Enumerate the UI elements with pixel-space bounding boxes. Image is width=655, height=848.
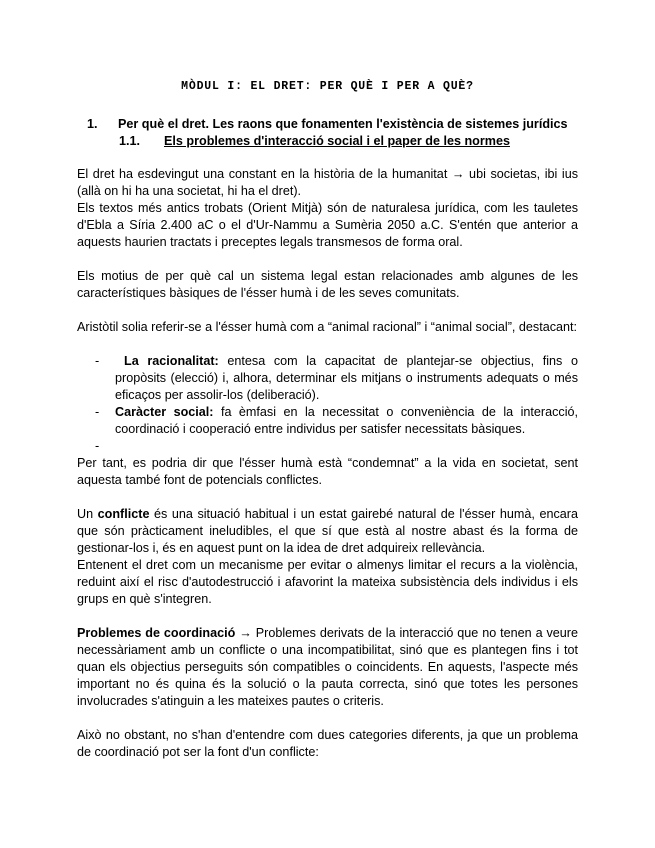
paragraph-however: Això no obstant, no s'han d'entendre com dues categories diferents, ja que un problema de coordinació pot ser la font d'un conflicte: <box>77 728 578 759</box>
list-item <box>77 438 578 455</box>
list-dash: - <box>95 354 100 368</box>
paragraph-aristotle: Aristòtil solia referir-se a l'ésser humà com a “animal racional” i “animal social”, destacant: <box>77 320 578 334</box>
list-item-term: Caràcter social: <box>115 405 214 419</box>
section-number: 1. <box>87 117 98 131</box>
list-item-text: entesa com la capacitat de plantejar-se objectius, fins o propòsits (elecció) i, alhora, determinar els mitjans o instruments adequats o més eficaços per assolir-los (deliberació). <box>115 354 579 402</box>
list-dash: - <box>95 405 100 419</box>
list-dash: - <box>95 439 100 453</box>
conflict-text: és una situació habitual i un estat gairebé natural de l'ésser humà, encara que són pràcticament ineludibles, el que sí que està al nostre abast és la forma de gestionar-los i, és en aquest punt on la idea de dret adquireix rellevància. <box>77 507 578 555</box>
subsection-heading <box>119 133 510 150</box>
list-item <box>77 404 578 438</box>
conflict-term: conflicte <box>97 507 150 521</box>
paragraph-ubi-societas: El dret ha esdevingut una constant en la història de la humanitat → ubi societas, ibi ius (allà on hi ha una societat, hi ha el dret). <box>77 167 578 198</box>
paragraph-law-mechanism: Entenent el dret com un mecanisme per evitar o almenys limitar el recurs a la violència, reduint així el risc d'autodestrucció i afavorint la mateixa subsistència dels individus i els grups en què s'integren. <box>77 558 578 606</box>
subsection-heading-text: Els problemes d'interacció social i el paper de les normes <box>164 134 510 148</box>
subsection-number: 1.1. <box>119 134 141 148</box>
paragraph-condemned-society: Per tant, es podria dir que l'ésser humà està “condemnat” a la vida en societat, sent aquesta també font de potencials conflictes. <box>77 456 578 487</box>
paragraph-coordination-problems <box>77 625 578 710</box>
coordination-term: Problemes de coordinació <box>77 626 236 640</box>
paragraph-conflict <box>77 506 578 557</box>
conflict-pre: Un <box>77 507 98 521</box>
paragraph-legal-system-reasons: Els motius de per què cal un sistema legal estan relacionades amb algunes de les característiques bàsiques de l'ésser humà i de les seves comunitats. <box>77 269 578 300</box>
list-item-text: fa èmfasi en la necessitat o conveniència de la interacció, coordinació i cooperació entre individus per satisfer necessitats bàsiques. <box>115 405 578 436</box>
paragraph-oldest-texts: Els textos més antics trobats (Orient Mitjà) són de naturalesa jurídica, com les tauletes d'Ebla a Síria 2.400 aC o el d'Ur-Nammu a Sumèria 2050 a.C. S'entén que anterior a aquests haurien tractats i preceptes legals transmesos de forma oral. <box>77 201 578 249</box>
characteristics-list <box>77 353 578 455</box>
list-item-term: La racionalitat: <box>124 354 219 368</box>
coordination-text: → Problemes derivats de la interacció que no tenen a veure necessàriament amb un conflicte o una incompatibilitat, sinó que es plantegen fins i tot quan els objectius perseguits són compatibles o coincidents. En aquests, l'aspecte més important no és quina és la solució o la pauta correcta, sinó que totes les persones involucrades s'atinguin a les mateixes pautes o criteris. <box>77 626 578 708</box>
section-heading <box>87 116 568 133</box>
section-heading-text: Per què el dret. Les raons que fonamenten l'existència de sistemes jurídics <box>118 117 568 131</box>
list-item <box>77 353 578 404</box>
module-title: MÒDUL I: EL DRET: PER QUÈ I PER A QUÈ? <box>181 80 474 93</box>
